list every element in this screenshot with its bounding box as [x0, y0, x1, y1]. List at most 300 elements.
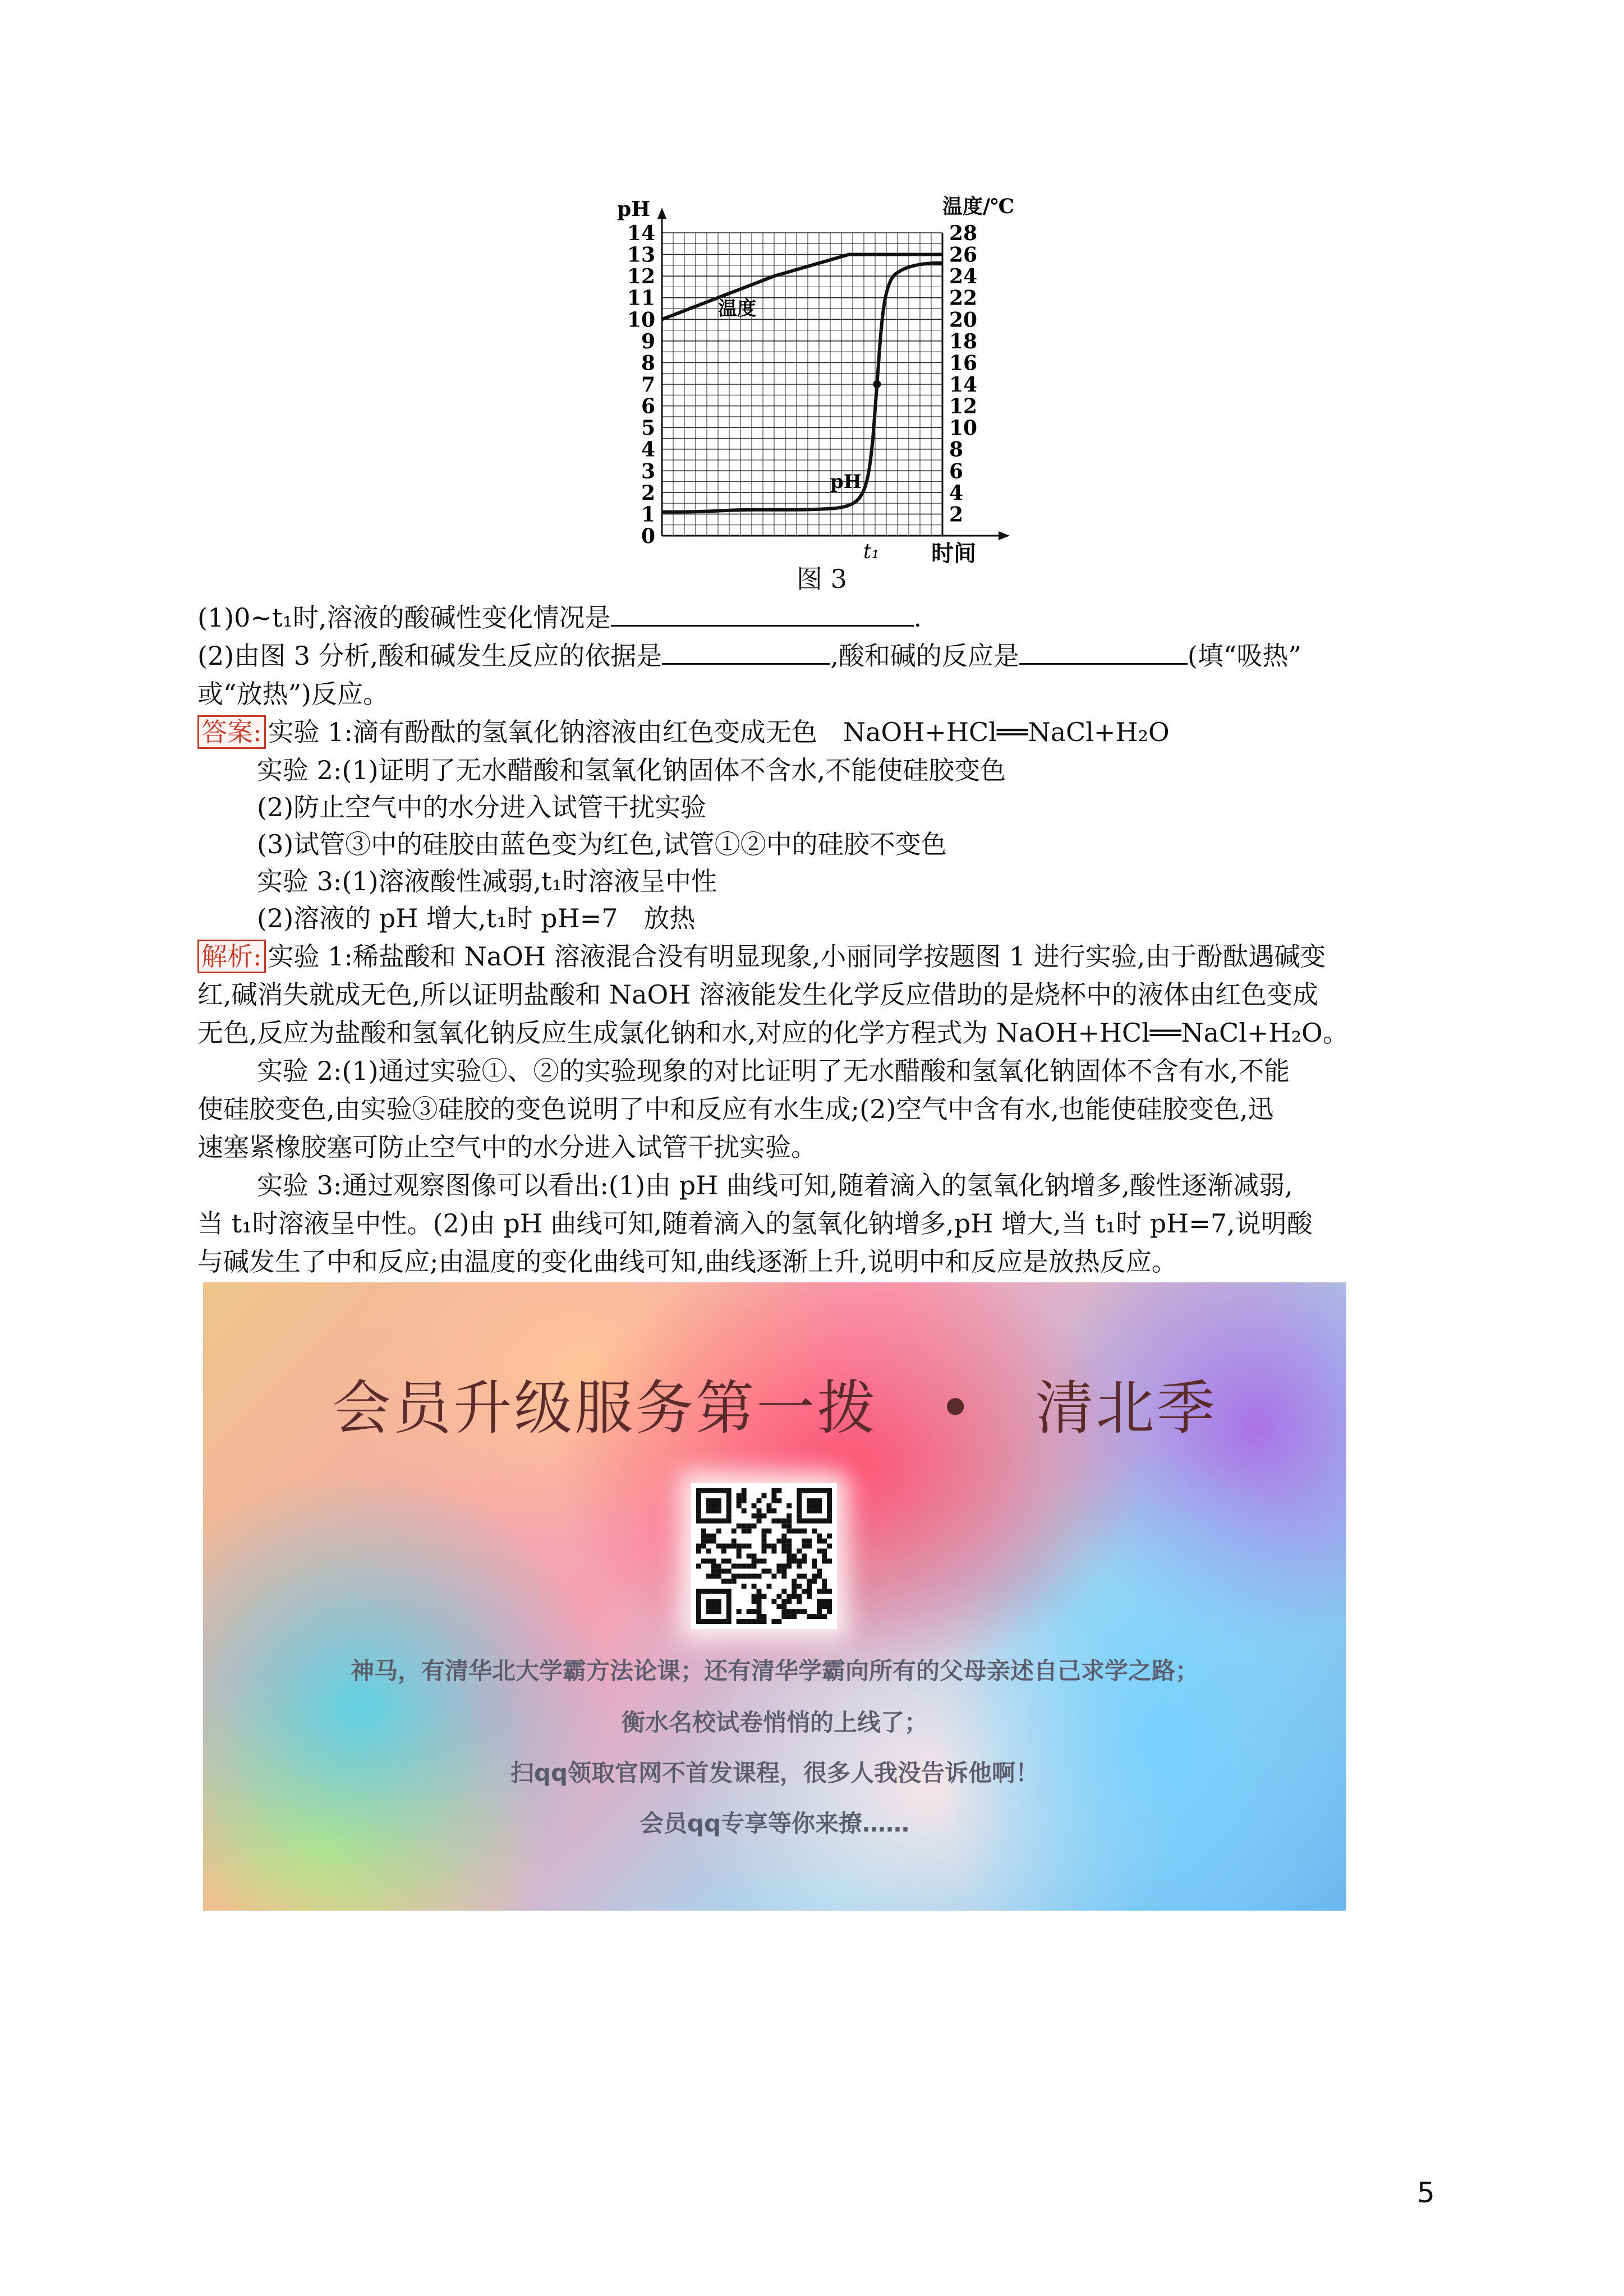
qr-module	[766, 1508, 771, 1513]
qr-module	[802, 1519, 807, 1524]
qr-module	[726, 1519, 732, 1524]
qr-module	[696, 1508, 701, 1513]
y-left-tick-label: 2	[641, 481, 655, 505]
qr-module	[776, 1539, 781, 1544]
qr-module	[716, 1563, 721, 1568]
qr-module	[807, 1594, 812, 1599]
qr-module	[762, 1549, 767, 1554]
qr-module	[781, 1609, 786, 1614]
question-1-text: (1)0~t₁时,溶液的酸碱性变化情况是	[197, 602, 611, 633]
qr-module	[706, 1549, 711, 1554]
qr-module	[797, 1563, 802, 1568]
answer-blank-3[interactable]	[1019, 638, 1188, 665]
qr-module	[776, 1519, 781, 1524]
qr-module	[726, 1488, 732, 1493]
y-left-tick-label: 12	[627, 265, 655, 289]
qr-module	[711, 1558, 716, 1563]
y-left-tick-label: 4	[641, 438, 655, 462]
qr-module	[827, 1503, 832, 1508]
qr-module	[827, 1558, 832, 1563]
qr-module	[797, 1488, 802, 1493]
qr-module	[757, 1614, 762, 1619]
ad-title: 会员升级服务第一拨 • 清北季	[332, 1374, 1217, 1442]
qr-module	[711, 1503, 716, 1508]
qr-module	[742, 1508, 747, 1513]
qr-module	[696, 1488, 701, 1493]
qr-module	[752, 1584, 757, 1589]
qr-module	[706, 1503, 711, 1508]
qr-module	[786, 1519, 792, 1524]
qr-module	[812, 1614, 817, 1619]
qr-module	[747, 1609, 752, 1614]
qr-module	[802, 1539, 807, 1544]
qr-module	[797, 1519, 802, 1524]
qr-module	[827, 1534, 832, 1539]
y-left-tick-label: 14	[627, 222, 655, 245]
qr-module	[706, 1609, 711, 1614]
qr-module	[797, 1573, 802, 1579]
qr-module	[737, 1573, 742, 1579]
qr-module	[711, 1519, 716, 1524]
x-tick-label-t1: t₁	[863, 540, 880, 563]
qr-module	[792, 1609, 797, 1614]
qr-module	[827, 1519, 832, 1524]
analysis-line-7: 实验 3:通过观察图像可以看出:(1)由 pH 曲线可知,随着滴入的氢氧化钠增多,酸性逐渐减弱,	[257, 1170, 1293, 1200]
qr-module	[762, 1614, 767, 1619]
y-left-tick-label: 0	[641, 524, 655, 548]
qr-module	[706, 1573, 711, 1579]
qr-module	[776, 1488, 781, 1493]
qr-module	[802, 1609, 807, 1614]
answer-line-4: (3)试管③中的硅胶由蓝色变为红色,试管①②中的硅胶不变色	[257, 829, 947, 859]
qr-module	[762, 1534, 767, 1539]
qr-module	[711, 1508, 716, 1513]
qr-module	[781, 1544, 786, 1549]
y-left-tick-label: 1	[641, 503, 655, 527]
y-right-axis-label: 温度/℃	[942, 195, 1015, 218]
qr-module	[706, 1488, 711, 1493]
analysis-line-2: 红,碱消失就成无色,所以证明盐酸和 NaOH 溶液能发生化学反应借助的是烧杯中的液体由红色变成	[197, 979, 1318, 1010]
qr-module	[711, 1599, 716, 1604]
analysis-line-1	[197, 938, 1326, 975]
qr-module	[721, 1549, 726, 1554]
qr-module	[786, 1558, 792, 1563]
qr-module	[817, 1573, 822, 1579]
qr-module	[817, 1503, 822, 1508]
qr-module	[771, 1599, 776, 1604]
qr-module	[752, 1619, 757, 1624]
qr-module	[757, 1513, 762, 1519]
qr-module	[706, 1599, 711, 1604]
qr-module	[827, 1493, 832, 1498]
qr-module	[711, 1539, 716, 1544]
x-axis-label: 时间	[931, 540, 976, 567]
qr-module	[752, 1594, 757, 1599]
qr-module	[807, 1508, 812, 1513]
answer-tag: 答案:	[197, 715, 266, 749]
qr-module	[786, 1549, 792, 1554]
qr-module	[776, 1498, 781, 1503]
qr-module	[742, 1493, 747, 1498]
qr-module	[696, 1594, 701, 1599]
qr-module	[792, 1584, 797, 1589]
qr-module	[726, 1503, 732, 1508]
qr-module	[726, 1599, 732, 1604]
qr-module	[706, 1558, 711, 1563]
answer-line-6: (2)溶液的 pH 增大,t₁时 pH=7 放热	[257, 903, 696, 933]
qr-module	[792, 1554, 797, 1559]
qr-module	[817, 1534, 822, 1539]
qr-module	[797, 1529, 802, 1534]
qr-module	[726, 1594, 732, 1599]
ph-temperature-chart	[606, 191, 1032, 572]
answer-line-2: 实验 2:(1)证明了无水醋酸和氢氧化钠固体不含水,不能使硅胶变色	[257, 755, 1006, 785]
qr-module	[726, 1513, 732, 1519]
qr-module	[696, 1604, 701, 1609]
qr-module	[802, 1589, 807, 1594]
series-label-ph: pH	[830, 471, 862, 494]
qr-module	[771, 1519, 776, 1524]
qr-module	[817, 1609, 822, 1614]
qr-module	[747, 1529, 752, 1534]
y-left-tick-label: 7	[641, 373, 655, 397]
qr-module	[817, 1488, 822, 1493]
qr-module	[781, 1539, 786, 1544]
analysis-tag: 解析:	[197, 940, 266, 973]
qr-module	[696, 1619, 701, 1624]
qr-module	[737, 1563, 742, 1568]
qr-module	[711, 1609, 716, 1614]
qr-module	[711, 1573, 716, 1579]
qr-module	[716, 1599, 721, 1604]
qr-module	[781, 1549, 786, 1554]
membership-ad-banner[interactable]	[203, 1282, 1346, 1911]
qr-module	[817, 1568, 822, 1573]
y-left-axis-label: pH	[617, 197, 651, 221]
qr-module	[762, 1558, 767, 1563]
analysis-line-3: 无色,反应为盐酸和氢氧化钠反应生成氯化钠和水,对应的化学方程式为 NaOH+HCl══NaCl+H₂O。	[197, 1018, 1349, 1048]
qr-module	[732, 1529, 737, 1534]
qr-module	[721, 1488, 726, 1493]
qr-module	[757, 1589, 762, 1594]
qr-module	[786, 1594, 792, 1599]
qr-module	[776, 1619, 781, 1624]
qr-module	[742, 1619, 747, 1624]
qr-module	[732, 1573, 737, 1579]
qr-module	[786, 1539, 792, 1544]
qr-module	[762, 1568, 767, 1573]
qr-module	[781, 1524, 786, 1529]
qr-module	[742, 1544, 747, 1549]
qr-module	[701, 1488, 706, 1493]
qr-module	[766, 1568, 771, 1573]
question-2-text-c: (填“吸热”	[1187, 641, 1301, 671]
qr-module	[696, 1498, 701, 1503]
qr-code-icon[interactable]	[691, 1483, 837, 1629]
series-label-temperature: 温度	[718, 297, 756, 320]
qr-module	[726, 1508, 732, 1513]
qr-module	[711, 1589, 716, 1594]
y-right-tick-label: 4	[949, 481, 964, 505]
qr-module	[757, 1519, 762, 1524]
qr-module	[696, 1609, 701, 1614]
qr-module	[797, 1549, 802, 1554]
qr-module	[786, 1614, 792, 1619]
qr-module	[696, 1614, 701, 1619]
qr-module	[701, 1558, 706, 1563]
qr-module	[711, 1498, 716, 1503]
qr-module	[827, 1498, 832, 1503]
qr-module	[726, 1614, 732, 1619]
qr-module	[807, 1498, 812, 1503]
qr-module	[807, 1488, 812, 1493]
qr-module	[827, 1609, 832, 1614]
question-2	[197, 637, 1301, 674]
qr-module	[706, 1604, 711, 1609]
qr-module	[786, 1563, 792, 1568]
y-left-tick-label: 5	[641, 416, 655, 440]
y-axis-arrow	[657, 208, 666, 219]
qr-module	[812, 1488, 817, 1493]
ad-line-2: 衡水名校试卷悄悄的上线了；	[621, 1709, 928, 1736]
qr-module	[732, 1563, 737, 1568]
qr-module	[822, 1549, 827, 1554]
qr-module	[762, 1513, 767, 1519]
y-right-tick-label: 22	[949, 286, 978, 310]
qr-module	[737, 1524, 742, 1529]
qr-module	[817, 1519, 822, 1524]
qr-module	[711, 1604, 716, 1609]
qr-module	[781, 1568, 786, 1573]
y-left-tick-label: 10	[627, 308, 655, 332]
qr-module	[786, 1524, 792, 1529]
qr-module	[797, 1609, 802, 1614]
qr-module	[757, 1573, 762, 1579]
qr-module	[737, 1503, 742, 1508]
qr-module	[696, 1519, 701, 1524]
qr-module	[737, 1549, 742, 1554]
qr-module	[762, 1544, 767, 1549]
qr-module	[696, 1563, 701, 1568]
qr-module	[742, 1498, 747, 1503]
qr-module	[817, 1549, 822, 1554]
qr-module	[781, 1614, 786, 1619]
qr-module	[827, 1599, 832, 1604]
answer-line-5: 实验 3:(1)溶液酸性减弱,t₁时溶液呈中性	[257, 866, 717, 896]
qr-module	[797, 1508, 802, 1513]
qr-module	[716, 1609, 721, 1614]
qr-module	[716, 1488, 721, 1493]
qr-module	[792, 1529, 797, 1534]
qr-module	[716, 1519, 721, 1524]
ph-neutral-point	[873, 380, 881, 388]
qr-module	[762, 1619, 767, 1624]
analysis-line-8: 当 t₁时溶液呈中性。(2)由 pH 曲线可知,随着滴入的氢氧化钠增多,pH 增大,当 t₁时 pH=7,说明酸	[197, 1208, 1313, 1239]
analysis-line-6: 速塞紧橡胶塞可防止空气中的水分进入试管干扰实验。	[197, 1132, 817, 1162]
qr-module	[721, 1589, 726, 1594]
answer-line-3: (2)防止空气中的水分进入试管干扰实验	[257, 792, 707, 822]
qr-module	[716, 1508, 721, 1513]
series-line-ph	[662, 263, 942, 512]
qr-module	[822, 1589, 827, 1594]
qr-module	[696, 1503, 701, 1508]
qr-module	[802, 1529, 807, 1534]
qr-module	[802, 1558, 807, 1563]
qr-module	[701, 1534, 706, 1539]
qr-module	[797, 1584, 802, 1589]
analysis-line-4: 实验 2:(1)通过实验①、②的实验现象的对比证明了无水醋酸和氢氧化钠固体不含有水,不能	[257, 1056, 1290, 1086]
qr-module	[822, 1539, 827, 1544]
question-2-text-a: (2)由图 3 分析,酸和碱发生反应的依据是	[197, 641, 663, 671]
qr-module	[747, 1554, 752, 1559]
qr-module	[757, 1594, 762, 1599]
qr-code-graphic	[691, 1483, 837, 1629]
qr-module	[701, 1619, 706, 1624]
qr-module	[696, 1493, 701, 1498]
y-right-tick-label: 20	[949, 308, 978, 332]
qr-module	[807, 1539, 812, 1544]
qr-module	[716, 1544, 721, 1549]
qr-module	[771, 1488, 776, 1493]
qr-module	[762, 1539, 767, 1544]
qr-module	[711, 1563, 716, 1568]
qr-module	[797, 1594, 802, 1599]
qr-module	[721, 1579, 726, 1584]
qr-module	[732, 1544, 737, 1549]
qr-module	[737, 1493, 742, 1498]
qr-module	[822, 1519, 827, 1524]
ad-line-4: 会员qq专享等你来撩……	[640, 1810, 910, 1837]
qr-module	[752, 1558, 757, 1563]
qr-module	[742, 1584, 747, 1589]
qr-module	[762, 1493, 767, 1498]
qr-module	[822, 1558, 827, 1563]
y-right-tick-label: 12	[949, 394, 978, 418]
qr-module	[716, 1604, 721, 1609]
qr-module	[792, 1579, 797, 1584]
answer-blank-1[interactable]	[611, 600, 914, 627]
qr-module	[726, 1544, 732, 1549]
analysis-line-5: 使硅胶变色,由实验③硅胶的变色说明了中和反应有水生成;(2)空气中含有水,也能使硅胶变色,迅	[197, 1094, 1274, 1124]
qr-module	[817, 1614, 822, 1619]
qr-module	[822, 1604, 827, 1609]
qr-module	[786, 1544, 792, 1549]
qr-module	[737, 1544, 742, 1549]
qr-module	[742, 1488, 747, 1493]
qr-module	[747, 1524, 752, 1529]
qr-module	[781, 1563, 786, 1568]
qr-module	[701, 1529, 706, 1534]
question-2-text-b: ,酸和碱的反应是	[830, 641, 1019, 671]
qr-module	[771, 1619, 776, 1624]
qr-module	[752, 1573, 757, 1579]
qr-module	[737, 1619, 742, 1624]
y-left-tick-label: 11	[627, 286, 655, 310]
qr-module	[716, 1573, 721, 1579]
qr-module	[817, 1599, 822, 1604]
analysis-line-9: 与碱发生了中和反应;由温度的变化曲线可知,曲线逐渐上升,说明中和反应是放热反应。	[197, 1246, 1177, 1277]
qr-module	[747, 1573, 752, 1579]
qr-module	[771, 1493, 776, 1498]
qr-module	[812, 1573, 817, 1579]
qr-module	[802, 1488, 807, 1493]
qr-module	[812, 1529, 817, 1534]
qr-module	[701, 1544, 706, 1549]
y-right-tick-label: 28	[949, 222, 978, 245]
qr-module	[737, 1498, 742, 1503]
qr-module	[797, 1503, 802, 1508]
qr-module	[737, 1554, 742, 1559]
qr-module	[701, 1589, 706, 1594]
qr-module	[812, 1508, 817, 1513]
qr-module	[812, 1498, 817, 1503]
qr-module	[827, 1544, 832, 1549]
qr-module	[786, 1503, 792, 1508]
qr-module	[802, 1573, 807, 1579]
qr-module	[827, 1488, 832, 1493]
figure-caption: 图 3	[797, 564, 847, 594]
qr-module	[807, 1579, 812, 1584]
y-left-tick-label: 13	[627, 243, 655, 267]
qr-module	[766, 1584, 771, 1589]
qr-module	[721, 1558, 726, 1563]
qr-module	[766, 1529, 771, 1534]
qr-module	[757, 1599, 762, 1604]
answer-text-1: 实验 1:滴有酚酞的氢氧化钠溶液由红色变成无色 NaOH+HCl══NaCl+H₂O	[268, 717, 1170, 747]
analysis-text-1: 实验 1:稀盐酸和 NaOH 溶液混合没有明显现象,小丽同学按题图 1 进行实验,由于酚酞遇碱变	[268, 941, 1326, 972]
qr-module	[747, 1544, 752, 1549]
y-left-tick-label: 3	[641, 459, 655, 484]
qr-module	[812, 1558, 817, 1563]
qr-module	[827, 1508, 832, 1513]
y-right-tick-label: 24	[949, 265, 978, 289]
qr-module	[807, 1544, 812, 1549]
qr-module	[696, 1589, 701, 1594]
qr-module	[817, 1589, 822, 1594]
qr-module	[762, 1529, 767, 1534]
qr-module	[827, 1589, 832, 1594]
qr-module	[822, 1579, 827, 1584]
qr-module	[817, 1498, 822, 1503]
qr-module	[716, 1619, 721, 1624]
qr-module	[807, 1503, 812, 1508]
qr-module	[726, 1619, 732, 1624]
qr-module	[721, 1568, 726, 1573]
y-right-tick-label: 8	[949, 438, 964, 462]
qr-module	[706, 1498, 711, 1503]
qr-module	[757, 1558, 762, 1563]
qr-module	[827, 1513, 832, 1519]
qr-module	[807, 1584, 812, 1589]
qr-module	[752, 1554, 757, 1559]
qr-module	[711, 1534, 716, 1539]
qr-module	[716, 1568, 721, 1573]
qr-module	[797, 1493, 802, 1498]
qr-module	[771, 1573, 776, 1579]
qr-module	[786, 1609, 792, 1614]
qr-module	[812, 1563, 817, 1568]
y-right-tick-label: 16	[949, 351, 978, 375]
qr-module	[792, 1614, 797, 1619]
qr-module	[711, 1488, 716, 1493]
qr-module	[706, 1589, 711, 1594]
answer-blank-2[interactable]	[662, 638, 830, 665]
qr-module	[742, 1524, 747, 1529]
qr-module	[721, 1544, 726, 1549]
qr-module	[726, 1493, 732, 1498]
y-right-tick-label: 10	[949, 416, 978, 440]
question-1-end: .	[913, 602, 922, 633]
